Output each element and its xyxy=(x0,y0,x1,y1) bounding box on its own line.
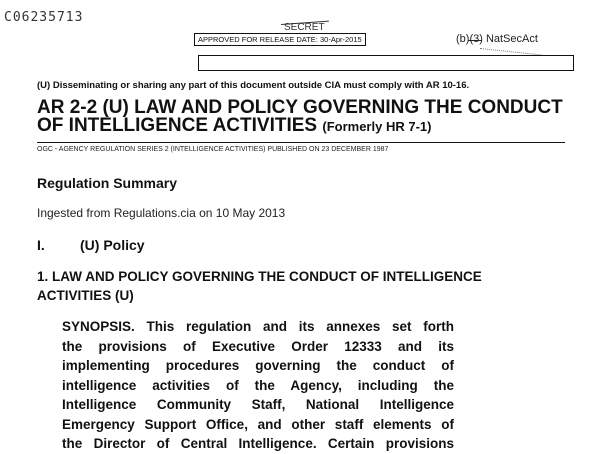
exemption-strikethrough xyxy=(468,40,482,41)
title-line-2-text: OF INTELLIGENCE ACTIVITIES xyxy=(37,115,318,136)
classification-marking: SECRET xyxy=(284,22,325,33)
subsection-heading-line-2: ACTIVITIES (U) xyxy=(37,288,134,303)
document-id: C06235713 xyxy=(4,10,84,25)
synopsis-line: the provisions of Executive Order 12333 and its xyxy=(62,338,454,354)
publisher-line: OGC - AGENCY REGULATION SERIES 2 (INTELLIGENCE ACTIVITIES) PUBLISHED ON 23 DECEMBER 1987 xyxy=(37,146,389,153)
section-number: I. xyxy=(37,237,45,253)
synopsis-line: intelligence activities of the Agency, including the xyxy=(62,377,454,393)
section-title: (U) Policy xyxy=(80,237,145,253)
approved-for-release-stamp: APPROVED FOR RELEASE DATE: 30-Apr-2015 xyxy=(194,33,366,46)
regulation-title xyxy=(37,99,563,136)
dissemination-notice: (U) Disseminating or sharing any part of this document outside CIA must comply with AR 10-16. xyxy=(37,80,470,91)
subsection-heading xyxy=(37,267,482,305)
synopsis-line: Emergency Support Office, and other staff elements of xyxy=(62,416,454,432)
former-designation: (Formerly HR 7-1) xyxy=(322,119,432,134)
title-line-1: AR 2-2 (U) LAW AND POLICY GOVERNING THE CONDUCT xyxy=(37,97,563,118)
synopsis-line: implementing procedures governing the conduct of xyxy=(62,358,454,373)
title-divider xyxy=(37,142,565,143)
synopsis-line: the Director of Central Intelligence. Certain provisions xyxy=(62,436,454,451)
synopsis-line: Intelligence Community Staff, National Intelligence xyxy=(62,397,454,412)
exemption-marking: (b)(3) NatSecAct xyxy=(456,33,538,45)
synopsis-line: SYNOPSIS. This regulation and its annexes set forth xyxy=(62,319,454,334)
subsection-heading-line-1: 1. LAW AND POLICY GOVERNING THE CONDUCT OF INTELLIGENCE xyxy=(37,269,482,284)
synopsis-paragraph xyxy=(62,317,454,454)
ingested-note: Ingested from Regulations.cia on 10 May 2013 xyxy=(37,206,286,220)
title-line-2 xyxy=(37,117,563,136)
redaction-box xyxy=(198,55,574,71)
regulation-summary-heading: Regulation Summary xyxy=(37,175,178,191)
